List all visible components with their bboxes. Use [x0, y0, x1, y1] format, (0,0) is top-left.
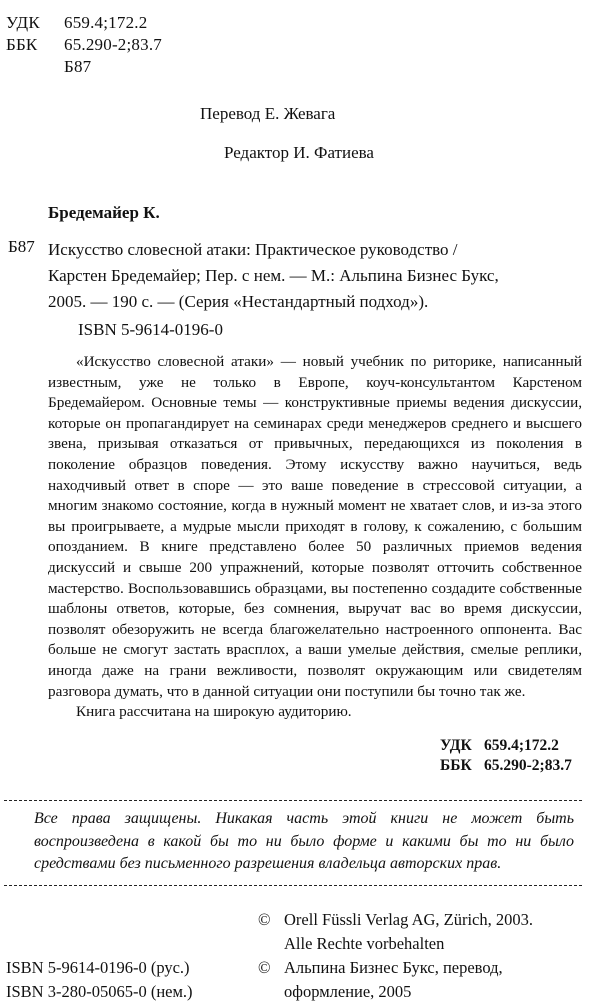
udk-label: УДК	[6, 13, 40, 32]
copyright-symbol: ©	[258, 958, 271, 977]
rights-notice-box	[4, 800, 582, 886]
copyright-symbol: ©	[258, 910, 271, 929]
bib-line: Искусство словесной атаки: Практическое руководство /	[48, 240, 458, 259]
bbk-code-row	[6, 34, 162, 56]
udk-value: 659.4;172.2	[64, 13, 148, 32]
author-mark-top: Б87	[64, 57, 92, 76]
bibliographic-description	[48, 237, 576, 315]
copyright-translation-text: Альпина Бизнес Букс, перевод,	[284, 958, 503, 977]
isbn-main: ISBN 5-9614-0196-0	[78, 320, 223, 339]
translator-credit: Перевод Е. Жевага	[200, 104, 336, 123]
catalog-codes-top	[6, 12, 162, 78]
bbk-code-row-bottom	[440, 756, 572, 776]
author-mark: Б87	[8, 237, 35, 256]
bbk-value: 65.290-2;83.7	[64, 35, 162, 54]
udk-value-bottom: 659.4;172.2	[484, 737, 559, 754]
udk-code-row	[6, 12, 162, 34]
bbk-value-bottom: 65.290-2;83.7	[484, 757, 572, 774]
bib-line: Карстен Бредемайер; Пер. с нем. — М.: Альпина Бизнес Букс,	[48, 266, 499, 285]
copyright-translation-line	[258, 956, 533, 980]
bbk-label: ББК	[6, 35, 38, 54]
udk-label-bottom: УДК	[440, 737, 472, 754]
author-heading: Бредемайер К.	[48, 203, 160, 222]
copyright-block	[258, 908, 533, 1004]
editor-credit: Редактор И. Фатиева	[224, 143, 374, 162]
isbn-german: ISBN 3-280-05065-0 (нем.)	[6, 982, 193, 1001]
copyright-original-rights: Alle Rechte vorbehalten	[284, 934, 445, 953]
copyright-original-text: Orell Füssli Verlag AG, Zürich, 2003.	[284, 910, 534, 929]
annotation-audience: Книга рассчитана на широкую аудиторию.	[76, 703, 352, 721]
isbn-list	[6, 956, 193, 1004]
bib-line: 2005. — 190 с. — (Серия «Нестандартный подход»).	[48, 292, 429, 311]
bbk-label-bottom: ББК	[440, 757, 472, 774]
udk-code-row-bottom	[440, 736, 572, 756]
catalog-codes-bottom	[440, 736, 572, 776]
annotation-body: «Искусство словесной атаки» — новый учебник по риторике, написанный известным, уже не только в Европе, коуч-консультантом Карстеном Бредемайером. Основные темы — конструктивные приемы ведения дискуссии, которые он пропагандирует на семинарах среди менеджеров среднего и высшего звена, призывая отказаться от привычных, передающихся из поколения в поколение образцов поведения. Этому искусству важно научиться, ведь находчивый ответ в споре — это ваше поведение в стрессовой ситуации, а многим знакомо состояние, когда в нужный момент не хватает слов, и из-за этого вы проигрываете, а мудрые мысли приходят в голову, к сожалению, с большим опозданием. В книге представлено более 50 различных приемов ведения дискуссий и свыше 200 упражнений, которые позволят отточить собственное мастерство. Воспользовавшись образцами, вы постепенно создадите собственные шаблоны ответов, которые, без сомнения, выручат вас во время дискуссии, позволят обезоружить не всегда благожелательно настроенного оппонента. Вас больше не смогут застать врасплох, а ваши умелые действия, смелые реплики, иногда даже на грани вежливости, позволят окружающим или свидетелям разговора думать, что в данной ситуации они поступили бы точно так же.	[48, 353, 582, 700]
annotation	[48, 352, 582, 723]
copyright-translation-design: оформление, 2005	[284, 982, 412, 1001]
copyright-original-line	[258, 908, 533, 932]
rights-notice: Все права защищены. Никакая часть этой книги не может быть воспроизведена в какой бы то ни было форме и какими бы то ни было средствами без письменного разрешения владельца авторских прав.	[34, 810, 574, 872]
isbn-russian: ISBN 5-9614-0196-0 (рус.)	[6, 958, 190, 977]
